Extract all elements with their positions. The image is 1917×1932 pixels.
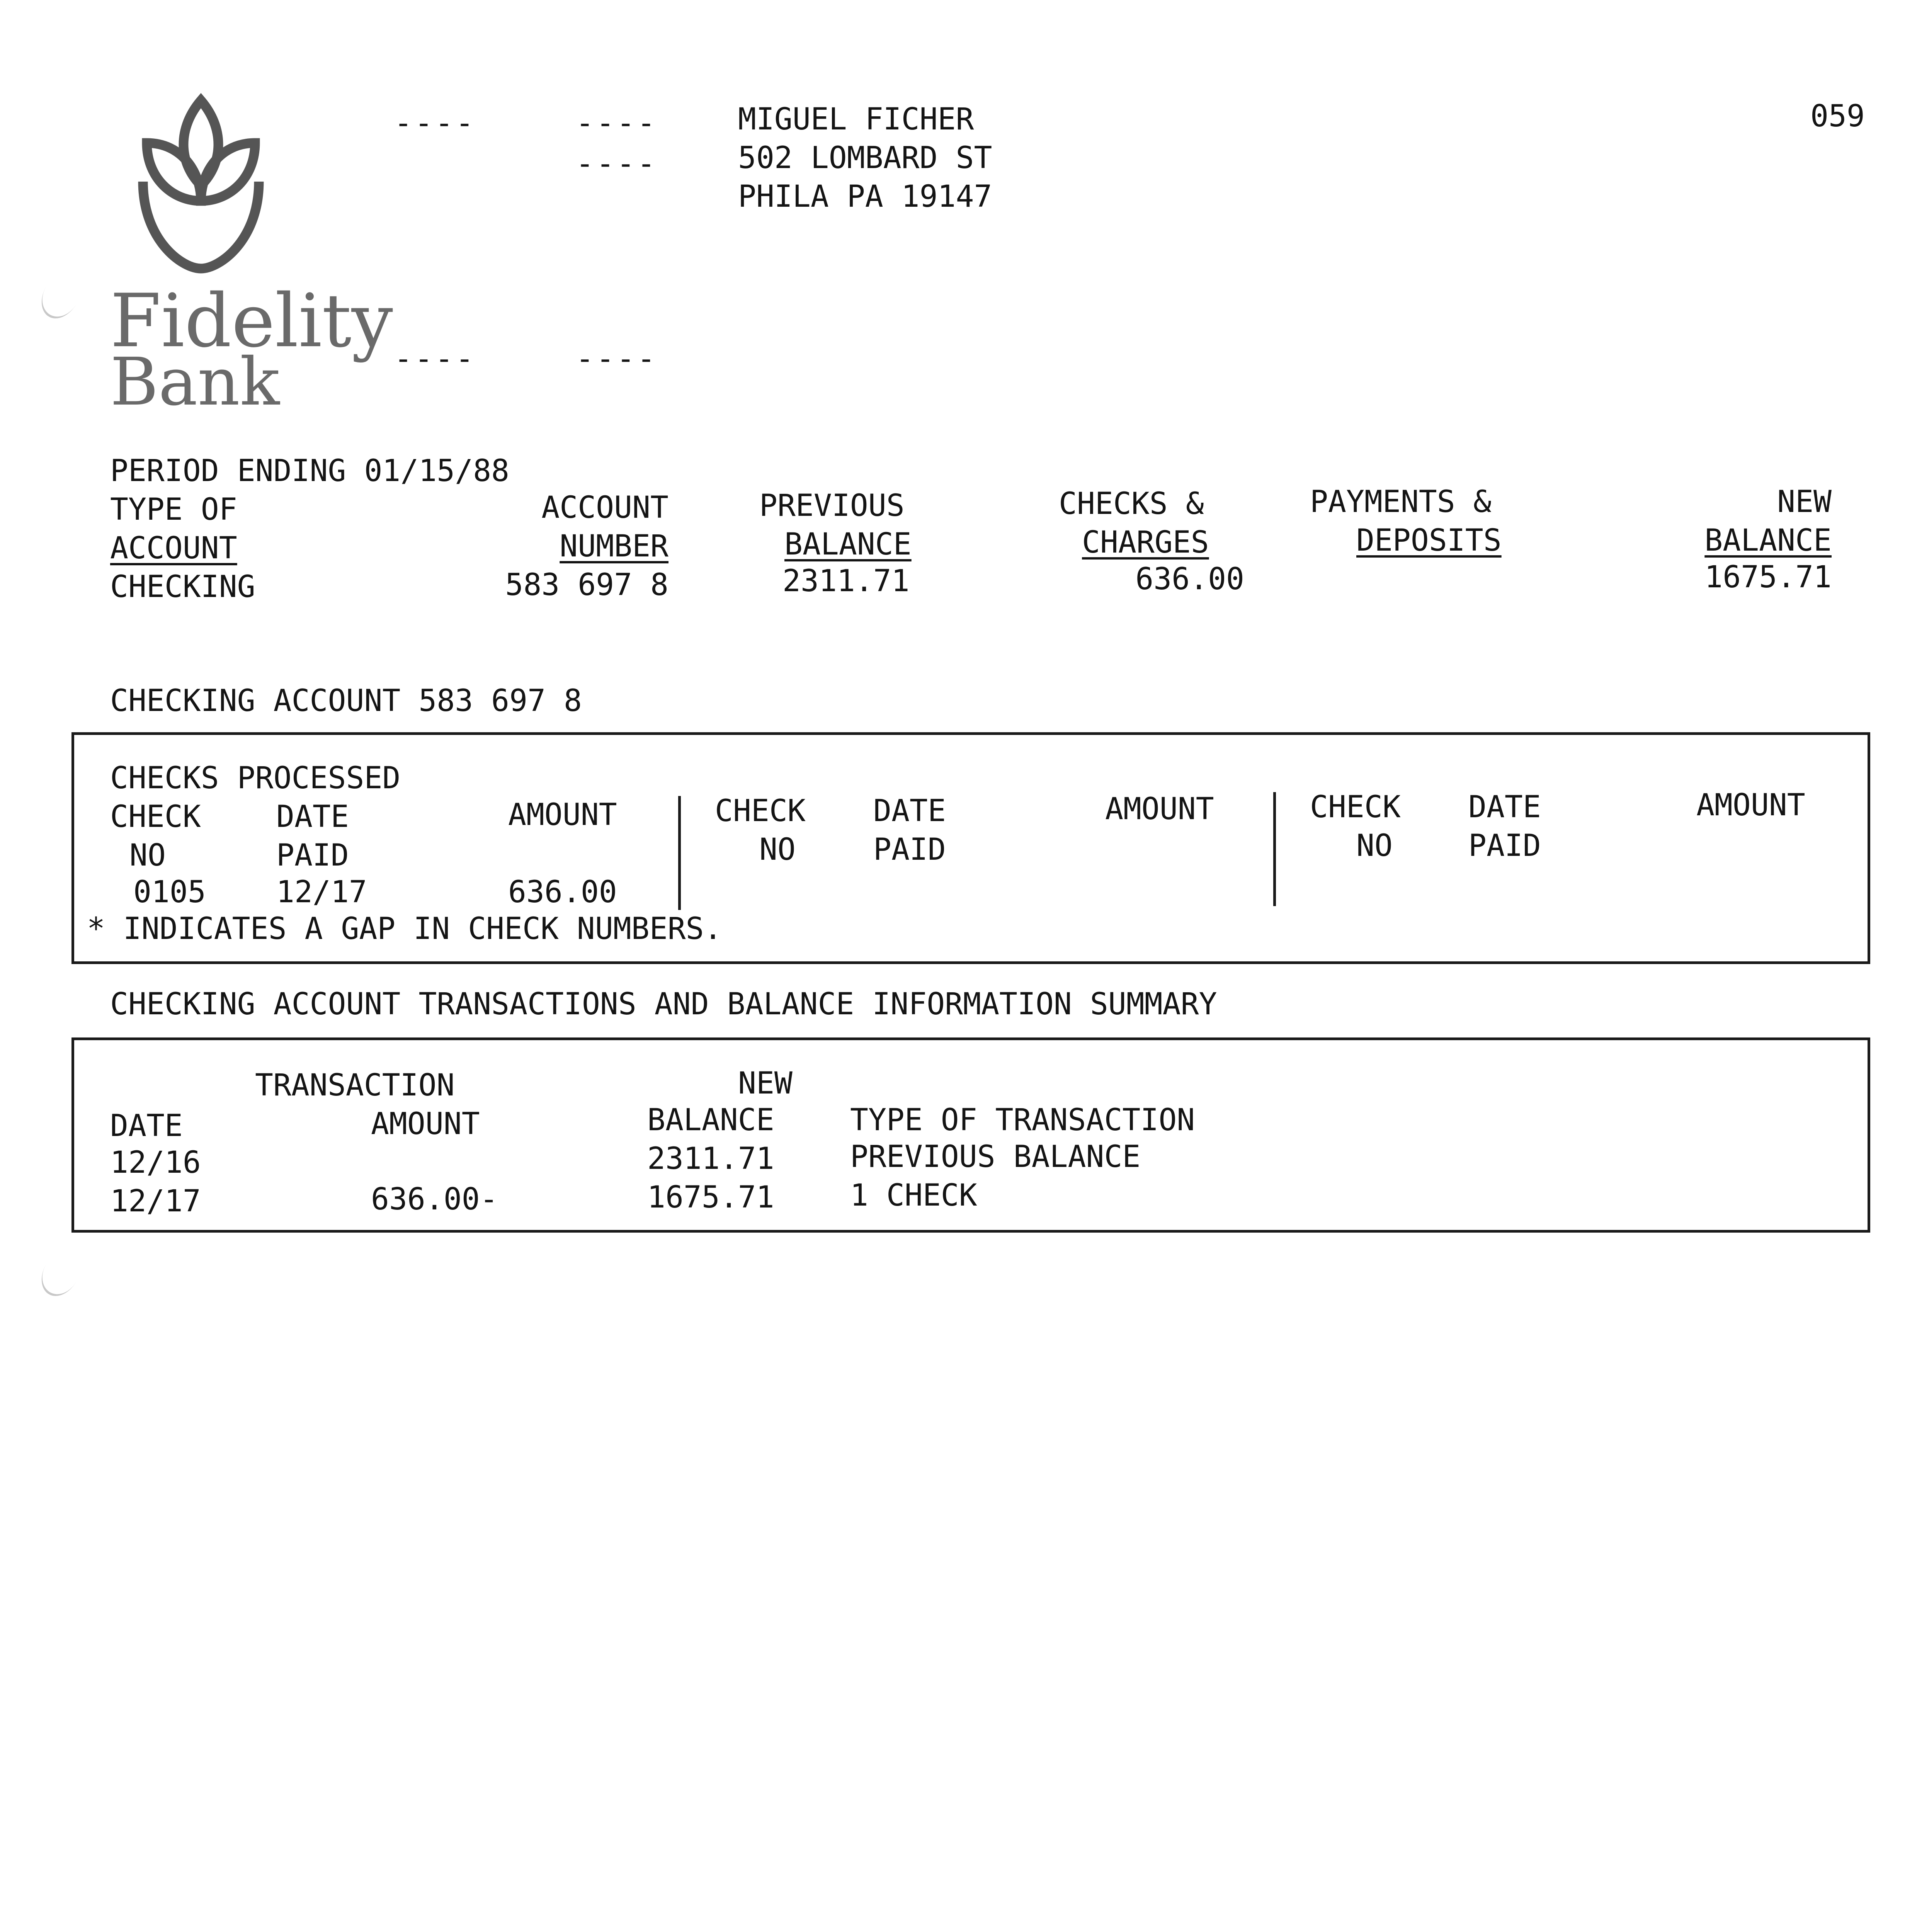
dash-5: ---- xyxy=(576,342,658,376)
punch-hole-mark xyxy=(34,1243,88,1303)
newbal-header-2: BALANCE xyxy=(647,1103,774,1138)
customer-name: MIGUEL FICHER xyxy=(738,102,974,137)
txn-row-2-amount: 636.00- xyxy=(371,1182,498,1217)
checks-header-2: CHARGES xyxy=(1082,525,1209,560)
col3-no-header: NO xyxy=(1356,828,1393,863)
payments-header-2: DEPOSITS xyxy=(1356,523,1502,558)
payments-header-1: PAYMENTS & xyxy=(1310,485,1492,519)
previous-header-2: BALANCE xyxy=(784,527,912,562)
dash-3: ---- xyxy=(576,146,658,181)
dash-2: ---- xyxy=(576,106,658,141)
fidelity-bank-logo-icon xyxy=(104,85,298,278)
bank-name-line1: Fidelity xyxy=(110,278,393,364)
col1-no-header: NO xyxy=(129,838,166,873)
col1-amount-header: AMOUNT xyxy=(508,798,617,832)
col2-no-header: NO xyxy=(759,832,796,867)
column-divider-1 xyxy=(678,796,681,910)
col3-check-header: CHECK xyxy=(1310,790,1401,825)
col1-date-header: DATE xyxy=(276,799,349,834)
account-header-2: NUMBER xyxy=(560,529,668,564)
transaction-header-1: TRANSACTION xyxy=(255,1068,455,1103)
previous-header-1: PREVIOUS xyxy=(759,488,905,523)
txn-row-1-balance: 2311.71 xyxy=(647,1141,774,1176)
checks-processed-title: CHECKS PROCESSED xyxy=(110,761,401,796)
gap-footnote: * INDICATES A GAP IN CHECK NUMBERS. xyxy=(87,912,722,946)
punch-hole-mark xyxy=(34,266,88,325)
txn-row-2-balance: 1675.71 xyxy=(647,1180,774,1215)
type-transaction-header: TYPE OF TRANSACTION xyxy=(850,1103,1195,1138)
new-header-1: NEW xyxy=(1777,485,1832,519)
transactions-title: CHECKING ACCOUNT TRANSACTIONS AND BALANCE INFORMATION SUMMARY xyxy=(110,987,1217,1022)
newbal-header-1: NEW xyxy=(738,1066,793,1101)
col2-amount-header: AMOUNT xyxy=(1105,792,1214,827)
col3-amount-header: AMOUNT xyxy=(1696,788,1805,823)
check-row-date: 12/17 xyxy=(276,875,367,910)
txn-row-2-date: 12/17 xyxy=(110,1184,201,1219)
page-number: 059 xyxy=(1810,99,1865,134)
new-balance-value: 1675.71 xyxy=(1704,560,1832,595)
account-number-value: 583 697 8 xyxy=(505,568,668,602)
checking-section-title: CHECKING ACCOUNT 583 697 8 xyxy=(110,684,582,718)
txn-row-2-type: 1 CHECK xyxy=(850,1178,977,1213)
checks-charges-value: 636.00 xyxy=(1135,562,1244,597)
account-type-value: CHECKING xyxy=(110,570,255,604)
type-header-2: ACCOUNT xyxy=(110,531,237,566)
new-header-2: BALANCE xyxy=(1704,523,1832,558)
col1-paid-header: PAID xyxy=(276,838,349,873)
col3-date-header: DATE xyxy=(1468,790,1541,825)
column-divider-2 xyxy=(1273,792,1276,906)
period-ending: PERIOD ENDING 01/15/88 xyxy=(110,454,510,488)
account-header-1: ACCOUNT xyxy=(541,490,668,525)
dash-4: ---- xyxy=(394,342,476,376)
col2-paid-header: PAID xyxy=(873,832,946,867)
col2-date-header: DATE xyxy=(873,794,946,828)
col2-check-header: CHECK xyxy=(715,794,806,828)
bank-name-line2: Bank xyxy=(110,344,280,420)
check-row-number: 0105 xyxy=(133,875,206,910)
txn-row-1-type: PREVIOUS BALANCE xyxy=(850,1139,1141,1174)
col1-check-header: CHECK xyxy=(110,799,201,834)
txn-row-1-date: 12/16 xyxy=(110,1145,201,1180)
customer-street: 502 LOMBARD ST xyxy=(738,141,992,175)
type-header-1: TYPE OF xyxy=(110,492,237,527)
previous-balance-value: 2311.71 xyxy=(782,564,910,599)
check-row-amount: 636.00 xyxy=(508,875,617,910)
date-header: DATE xyxy=(110,1109,183,1143)
col3-paid-header: PAID xyxy=(1468,828,1541,863)
checks-header-1: CHECKS & xyxy=(1059,486,1204,521)
dash-1: ---- xyxy=(394,106,476,141)
transaction-header-2: AMOUNT xyxy=(371,1107,480,1141)
customer-city: PHILA PA 19147 xyxy=(738,179,992,214)
